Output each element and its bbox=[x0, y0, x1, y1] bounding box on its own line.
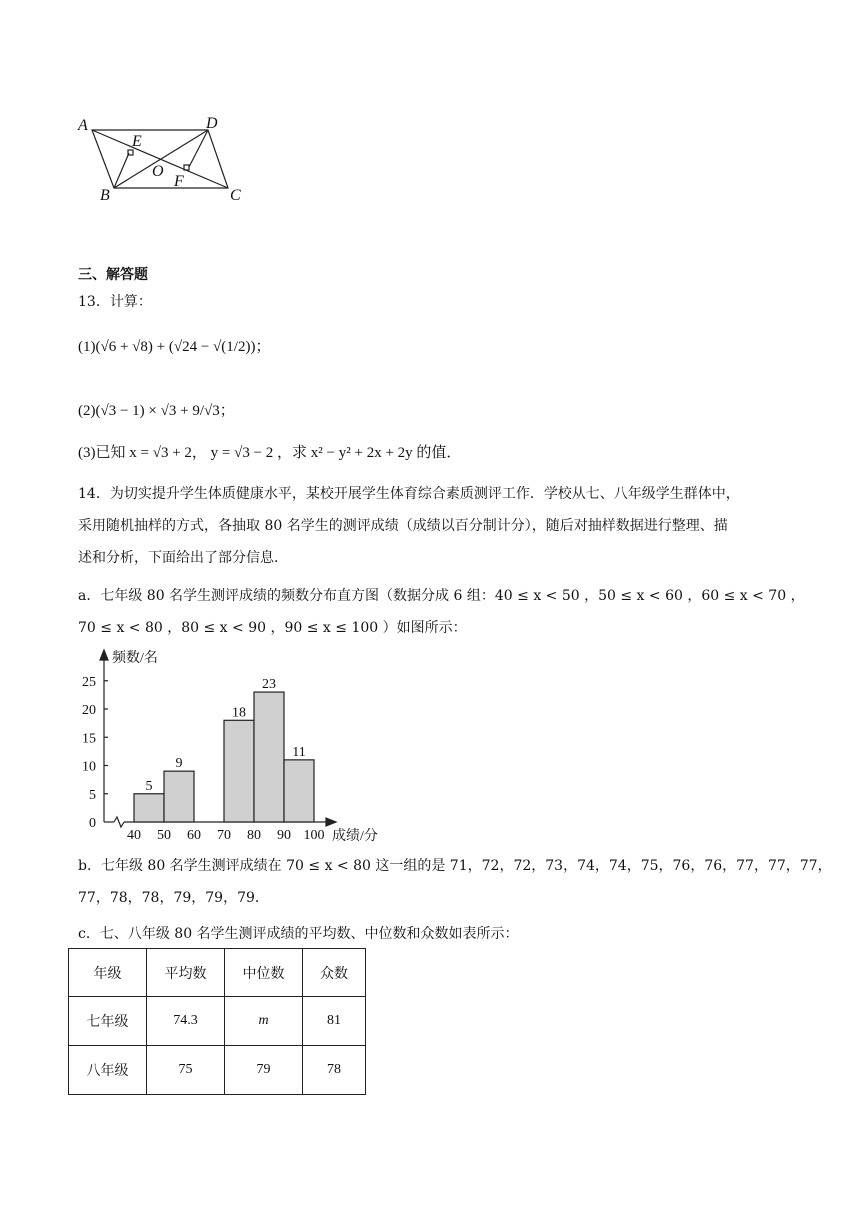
label-o: O bbox=[152, 163, 164, 180]
bar-data-label: 18 bbox=[232, 705, 246, 721]
table-cell: 74.3 bbox=[147, 997, 225, 1046]
q13-part2 bbox=[78, 396, 235, 426]
header-cell: 平均数 bbox=[147, 949, 225, 997]
bar-data-label: 5 bbox=[145, 778, 153, 794]
x-tick-label: 50 bbox=[157, 828, 171, 843]
q13-part1 bbox=[78, 332, 270, 362]
histogram-bar bbox=[164, 771, 194, 822]
histogram-bar bbox=[224, 720, 254, 822]
x-tick-label: 80 bbox=[247, 828, 261, 843]
q13-p2-expr: (√3 − 1) × √3 + 9/√3； bbox=[95, 403, 235, 419]
y-tick-label: 5 bbox=[89, 787, 96, 803]
table-cell: 81 bbox=[303, 997, 366, 1046]
histogram-bar bbox=[134, 794, 164, 822]
table-header-row bbox=[69, 949, 366, 997]
q14-line3: 述和分析，下面给出了部分信息． bbox=[78, 550, 288, 566]
header-cell: 众数 bbox=[303, 949, 366, 997]
x-tick-label: 60 bbox=[187, 828, 201, 843]
header-cell: 年级 bbox=[69, 949, 147, 997]
x-tick-label: 90 bbox=[277, 828, 291, 843]
table-row bbox=[69, 1046, 366, 1095]
q14-b-line2: 77，78，78，79，79，79． bbox=[78, 890, 269, 906]
label-d: D bbox=[206, 115, 218, 132]
q13-p1-expr: (√6 + √8) + (√24 − √(1/2))； bbox=[95, 339, 271, 355]
table-cell: 75 bbox=[147, 1046, 225, 1095]
table-cell: 七年级 bbox=[69, 997, 147, 1046]
label-e: E bbox=[132, 133, 142, 150]
header-cell: 中位数 bbox=[225, 949, 303, 997]
x-axis-title: 成绩/分 bbox=[332, 829, 378, 844]
x-tick-label: 40 bbox=[127, 828, 141, 843]
q14-line2: 采用随机抽样的方式，各抽取 80 名学生的测评成绩（成绩以百分制计分），随后对抽样数据进行整理、描 bbox=[78, 518, 728, 534]
histogram-bar bbox=[254, 692, 284, 822]
q14-c-line: c．七、八年级 80 名学生测评成绩的平均数、中位数和众数如表所示： bbox=[78, 926, 519, 942]
table-row bbox=[69, 997, 366, 1046]
label-c: C bbox=[230, 187, 241, 204]
table-cell: m bbox=[225, 997, 303, 1046]
table-cell: 79 bbox=[225, 1046, 303, 1095]
q13-p3-label: (3) bbox=[78, 445, 96, 461]
bar-data-label: 9 bbox=[175, 756, 183, 772]
section-title: 三、解答题 bbox=[78, 267, 148, 283]
bar-data-label: 23 bbox=[262, 677, 276, 693]
q14-a-line1: a．七年级 80 名学生测评成绩的频数分布直方图（数据分成 6 组：40 ≤ x < 50 ，50 ≤ x < 60 ，60 ≤ x < 70 ， bbox=[78, 588, 805, 604]
q14-b-line1: b．七年级 80 名学生测评成绩在 70 ≤ x < 80 这一组的是 71，72，72，73，74，74，75，76，76，77，77，77， bbox=[78, 858, 832, 874]
x-axis-break bbox=[114, 817, 124, 827]
table-cell: 八年级 bbox=[69, 1046, 147, 1095]
x-axis-arrow bbox=[326, 818, 336, 826]
q13-p2-label: (2) bbox=[78, 403, 96, 419]
q13-part3 bbox=[78, 443, 461, 463]
y-tick-label: 15 bbox=[82, 731, 96, 747]
label-b: B bbox=[100, 187, 110, 204]
y-axis-title: 频数/名 bbox=[112, 651, 158, 666]
stats-table bbox=[68, 948, 366, 1095]
y-tick-label: 20 bbox=[82, 703, 96, 718]
y-tick-label: 10 bbox=[82, 759, 96, 775]
parallelogram-figure bbox=[72, 112, 262, 212]
histogram-bar bbox=[284, 760, 314, 822]
table-cell: 78 bbox=[303, 1046, 366, 1095]
x-tick-label: 100 bbox=[303, 828, 325, 843]
q14-line1: 14．为切实提升学生体质健康水平，某校开展学生体育综合素质测评工作．学校从七、八年级学生群体中， bbox=[78, 486, 740, 502]
q13-p3-text: 已知 x = √3 + 2， y = √3 − 2 ，求 x² − y² + 2x + 2y 的值． bbox=[95, 445, 462, 461]
q13-p1-label: (1) bbox=[78, 339, 96, 355]
y-tick-label: 25 bbox=[82, 674, 96, 690]
bar-data-label: 11 bbox=[292, 744, 306, 760]
q13-stem: 13．计算： bbox=[78, 294, 152, 310]
q14-a-line2: 70 ≤ x < 80 ，80 ≤ x < 90 ，90 ≤ x ≤ 100 ）如图所示： bbox=[78, 620, 467, 636]
label-f: F bbox=[174, 173, 184, 190]
histogram-chart bbox=[70, 644, 430, 844]
x-tick-label: 70 bbox=[217, 828, 231, 843]
label-a: A bbox=[78, 117, 88, 134]
y-tick-label: 0 bbox=[89, 816, 96, 831]
y-axis-arrow bbox=[100, 650, 108, 660]
